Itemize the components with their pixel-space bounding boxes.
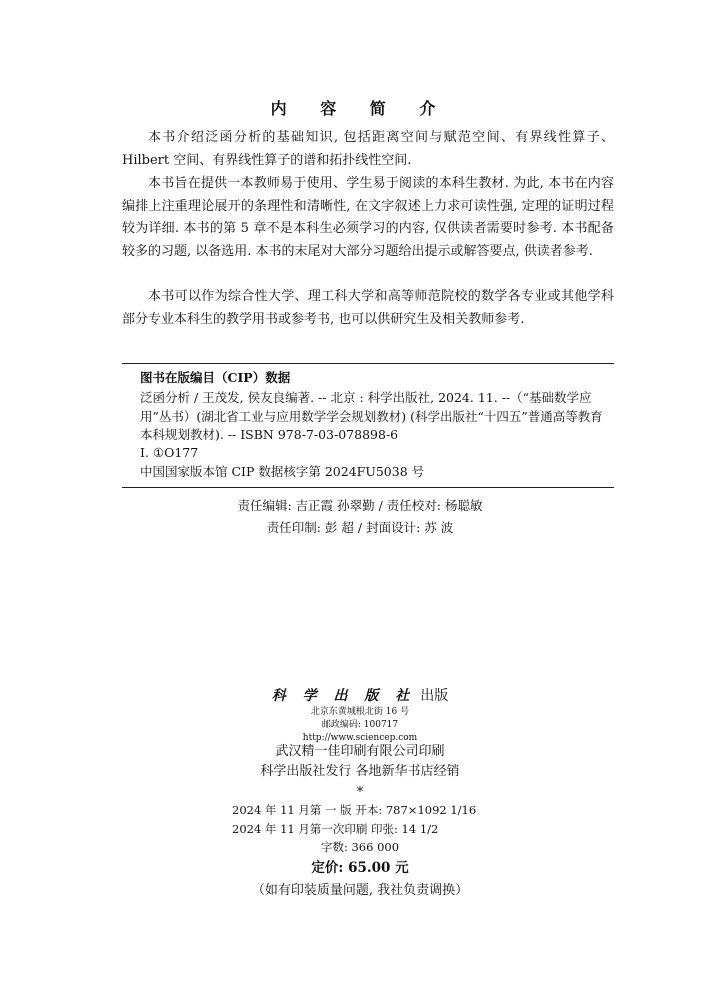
edition-line: 2024 年 11 月第 一 版 开本: 787×1092 1/16 [232,803,477,817]
intro-paragraph-2: 本书旨在提供一本教师易于使用、学生易于阅读的本科生教材. 为此, 本书在内容编排上注重理论展开的条理性和清晰性, 在文字叙述上力求可读性强, 定理的证明过程较为详细. 本书的第 5 章不是本科生必须学习的内容, 仅供读者需要时参考. 本书配备较多的习题, 以备选用. 本书的末尾对大部分习题给出提示或解答要点, 供读者参考. [122,176,614,259]
publisher-postcode: 邮政编码: 100717 [321,720,399,730]
publisher-suffix: 出版 [420,688,449,704]
printer-line: 武汉精一佳印刷有限公司印刷 [275,744,445,759]
editors-line-2: 责任印制: 彭 超 / 封面设计: 苏 波 [266,520,454,535]
printing-line: 2024 年 11 月第一次印刷 印张: 14 1/2 [232,822,439,836]
cip-top-rule [122,363,614,364]
separator-star: * [356,785,364,800]
cip-classification: Ⅰ. ①O177 [140,445,199,460]
publisher-logo-line [0,685,720,705]
word-count: 字数: 366 000 [320,840,400,854]
intro-paragraph-3: 本书可以作为综合性大学、理工科大学和高等师范院校的数学各专业或其他学科部分专业本科生的教学用书或参考书, 也可以供研究生及相关教师参考. [122,289,614,327]
editors-line-1: 责任编辑: 吉正霞 孙翠勤 / 责任校对: 杨聪敏 [237,498,483,513]
cip-heading: 图书在版编目（CIP）数据 [140,370,291,385]
cip-bottom-rule [122,487,614,488]
intro-paragraph-1: 本书介绍泛函分析的基础知识, 包括距离空间与赋范空间、有界线性算子、Hilbert 空间、有界线性算子的谱和拓扑线性空间. [122,130,614,168]
publisher-address: 北京东黄城根北街 16 号 [310,707,410,717]
quality-notice: （如有印装质量问题, 我社负责调换） [251,883,469,898]
price: 定价: 65.00 元 [311,860,409,876]
cip-record: 泛函分析 / 王茂发, 侯友良编著. -- 北京 : 科学出版社, 2024. 11. --（“基础数学应用”丛书）(湖北省工业与应用数学学会规划教材) (科学出版社“十四五”普通高等教育本科规划教材). -- ISBN 978-7-03-078898-6 [140,390,603,442]
publisher-website: http://www.sciencep.com [302,733,418,743]
page-title: 内 容 简 介 [270,99,450,118]
distribution-line: 科学出版社发行 各地新华书店经销 [260,764,460,779]
publisher-logo: 科 学 出 版 社 [271,688,416,704]
cip-number: 中国国家版本馆 CIP 数据核字第 2024FU5038 号 [140,464,425,479]
